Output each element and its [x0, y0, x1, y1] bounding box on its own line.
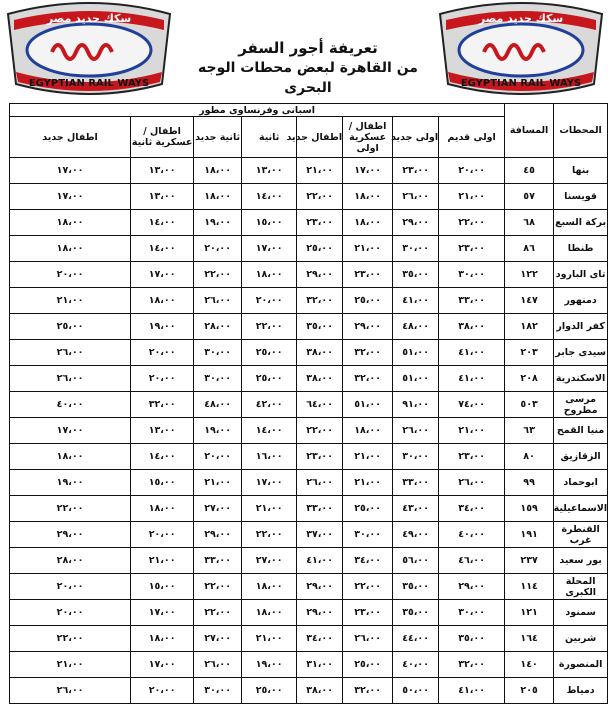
cell-child-new2: ٢٦،٠٠	[10, 678, 131, 704]
cell-distance: ١٢١	[505, 600, 554, 626]
cell-second-new: ٣٣،٠٠	[194, 548, 242, 574]
cell-second: ٢١،٠٠	[242, 626, 297, 652]
cell-cm-first: ٣٢،٠٠	[343, 340, 393, 366]
cell-cm-second: ٢٠،٠٠	[131, 678, 194, 704]
cell-cm-first: ٣٢،٠٠	[343, 678, 393, 704]
cell-second: ٢٥،٠٠	[242, 366, 297, 392]
table-row	[10, 574, 608, 600]
cell-child-new2: ٢٩،٠٠	[10, 522, 131, 548]
cell-cm-first: ٢١،٠٠	[343, 444, 393, 470]
cell-second: ١٨،٠٠	[242, 600, 297, 626]
cell-station: كفر الدوار	[554, 314, 608, 340]
cell-first-old: ٤١،٠٠	[439, 678, 505, 704]
cell-station: قويسنا	[554, 184, 608, 210]
logo-arabic-text: سكك حديد مصر	[46, 12, 132, 25]
header-group: اسبانى وفرنساوى مطور	[10, 104, 505, 117]
cell-second-new: ١٩،٠٠	[194, 210, 242, 236]
cell-distance: ٩٩	[505, 470, 554, 496]
cell-second: ٢٥،٠٠	[242, 678, 297, 704]
cell-first-new: ٢٣،٠٠	[393, 158, 439, 184]
cell-child-new2: ١٧،٠٠	[10, 418, 131, 444]
cell-cm-second: ٢١،٠٠	[131, 548, 194, 574]
cell-cm-second: ١٧،٠٠	[131, 652, 194, 678]
cell-second-new: ٣٠،٠٠	[194, 678, 242, 704]
cell-cm-second: ١٣،٠٠	[131, 158, 194, 184]
cell-second-new: ٢٢،٠٠	[194, 574, 242, 600]
cell-first-new: ٣٥،٠٠	[393, 262, 439, 288]
railway-logo-right	[432, 0, 610, 98]
cell-station: طنطا	[554, 236, 608, 262]
cell-station: سيدى جابر	[554, 340, 608, 366]
railway-logo-left	[0, 0, 178, 98]
cell-distance: ٥٧	[505, 184, 554, 210]
cell-child-new1: ٦٤،٠٠	[297, 392, 343, 418]
table-row	[10, 626, 608, 652]
cell-cm-first: ٣٠،٠٠	[343, 522, 393, 548]
cell-station: مرسى مطروح	[554, 392, 608, 418]
cell-first-new: ٢٩،٠٠	[393, 210, 439, 236]
cell-cm-first: ٢٥،٠٠	[343, 652, 393, 678]
cell-second: ٢٢،٠٠	[242, 314, 297, 340]
cell-first-old: ٣٤،٠٠	[439, 496, 505, 522]
cell-first-old: ٢١،٠٠	[439, 418, 505, 444]
table-row	[10, 600, 608, 626]
cell-station: سمنود	[554, 600, 608, 626]
cell-cm-second: ٢٠،٠٠	[131, 366, 194, 392]
table-row	[10, 470, 608, 496]
table-row	[10, 288, 608, 314]
cell-second-new: ٢٨،٠٠	[194, 314, 242, 340]
cell-distance: ٤٥	[505, 158, 554, 184]
cell-cm-first: ٣٢،٠٠	[343, 366, 393, 392]
cell-station: ابوحماد	[554, 470, 608, 496]
cell-child-new1: ٣٥،٠٠	[297, 314, 343, 340]
cell-second-new: ٢١،٠٠	[194, 470, 242, 496]
cell-distance: ١٩١	[505, 522, 554, 548]
cell-child-new1: ٣٨،٠٠	[297, 678, 343, 704]
cell-first-old: ٣٠،٠٠	[439, 262, 505, 288]
cell-second: ١٩،٠٠	[242, 652, 297, 678]
cell-distance: ١٢٢	[505, 262, 554, 288]
table-row	[10, 522, 608, 548]
cell-child-new1: ٢٩،٠٠	[297, 574, 343, 600]
cell-second: ١٤،٠٠	[242, 184, 297, 210]
cell-cm-first: ٢٣،٠٠	[343, 600, 393, 626]
cell-child-new2: ٢٢،٠٠	[10, 626, 131, 652]
cell-first-old: ٢٣،٠٠	[439, 236, 505, 262]
cell-child-new1: ٣٧،٠٠	[297, 522, 343, 548]
header-children-military-first: اطفال /عسكرية اولى	[343, 117, 393, 158]
header-distance: المسافة	[505, 104, 554, 158]
cell-second: ١٦،٠٠	[242, 444, 297, 470]
cell-child-new1: ٣٨،٠٠	[297, 340, 343, 366]
cell-station: منيا القمح	[554, 418, 608, 444]
cell-first-old: ٤٦،٠٠	[439, 548, 505, 574]
cell-child-new2: ١٨،٠٠	[10, 444, 131, 470]
cell-distance: ٢٠٣	[505, 340, 554, 366]
cell-first-new: ٤٣،٠٠	[393, 496, 439, 522]
cell-second: ١٧،٠٠	[242, 236, 297, 262]
cell-distance: ٨٠	[505, 444, 554, 470]
cell-first-new: ٥١،٠٠	[393, 366, 439, 392]
cell-distance: ١٤٧	[505, 288, 554, 314]
cell-second: ٢٥،٠٠	[242, 340, 297, 366]
header-second-new: ثانية جديد	[194, 117, 242, 158]
cell-child-new2: ٢٥،٠٠	[10, 314, 131, 340]
cell-cm-second: ١٣،٠٠	[131, 184, 194, 210]
cell-station: دمياط	[554, 678, 608, 704]
cell-cm-first: ١٨،٠٠	[343, 210, 393, 236]
cell-second: ١٥،٠٠	[242, 210, 297, 236]
cell-child-new1: ٢٦،٠٠	[297, 470, 343, 496]
cell-first-new: ٤٤،٠٠	[393, 626, 439, 652]
cell-second-new: ٢٦،٠٠	[194, 288, 242, 314]
cell-first-new: ٩١،٠٠	[393, 392, 439, 418]
cell-first-new: ٣٠،٠٠	[393, 444, 439, 470]
cell-second: ٢٢،٠٠	[242, 522, 297, 548]
cell-first-old: ٣٨،٠٠	[439, 314, 505, 340]
cell-cm-first: ٢٦،٠٠	[343, 626, 393, 652]
page-title	[190, 38, 426, 98]
cell-child-new2: ١٨،٠٠	[10, 236, 131, 262]
cell-distance: ٢٣٧	[505, 548, 554, 574]
cell-cm-first: ١٧،٠٠	[343, 158, 393, 184]
cell-child-new2: ٢٦،٠٠	[10, 340, 131, 366]
cell-cm-first: ٢٥،٠٠	[343, 496, 393, 522]
cell-distance: ٨٦	[505, 236, 554, 262]
cell-second: ١٨،٠٠	[242, 262, 297, 288]
cell-station: بور سعيد	[554, 548, 608, 574]
cell-second: ١٤،٠٠	[242, 418, 297, 444]
cell-station: بركة السبع	[554, 210, 608, 236]
table-row	[10, 236, 608, 262]
cell-distance: ١٨٢	[505, 314, 554, 340]
cell-first-new: ٣٥،٠٠	[393, 600, 439, 626]
cell-child-new1: ٣٤،٠٠	[297, 626, 343, 652]
cell-cm-first: ٢٥،٠٠	[343, 288, 393, 314]
cell-distance: ٦٨	[505, 210, 554, 236]
cell-second-new: ٤٨،٠٠	[194, 392, 242, 418]
cell-first-old: ٢٩،٠٠	[439, 574, 505, 600]
cell-cm-second: ١٤،٠٠	[131, 236, 194, 262]
cell-distance: ١٦٤	[505, 626, 554, 652]
cell-second: ١٧،٠٠	[242, 470, 297, 496]
cell-first-new: ٣٠،٠٠	[393, 236, 439, 262]
cell-cm-first: ٣٤،٠٠	[343, 548, 393, 574]
cell-child-new2: ٢١،٠٠	[10, 288, 131, 314]
table-row	[10, 652, 608, 678]
cell-station: الاسكندرية	[554, 366, 608, 392]
cell-first-new: ٤٩،٠٠	[393, 522, 439, 548]
cell-first-old: ٢٣،٠٠	[439, 444, 505, 470]
cell-station: شربين	[554, 626, 608, 652]
cell-child-new2: ٢٠،٠٠	[10, 262, 131, 288]
cell-station: المحلة الكبرى	[554, 574, 608, 600]
cell-cm-first: ٢١،٠٠	[343, 236, 393, 262]
cell-child-new1: ٣٢،٠٠	[297, 288, 343, 314]
cell-child-new2: ١٧،٠٠	[10, 184, 131, 210]
cell-distance: ٥٠٣	[505, 392, 554, 418]
cell-first-old: ٤١،٠٠	[439, 366, 505, 392]
cell-first-old: ٣٥،٠٠	[439, 626, 505, 652]
cell-station: تاى البارود	[554, 262, 608, 288]
cell-first-new: ٣٣،٠٠	[393, 470, 439, 496]
cell-first-new: ٤٨،٠٠	[393, 314, 439, 340]
cell-cm-second: ١٩،٠٠	[131, 314, 194, 340]
logo-english-text: EGYPTIAN RAIL WAYS	[28, 78, 150, 89]
cell-cm-first: ٢٣،٠٠	[343, 262, 393, 288]
cell-second-new: ٢٢،٠٠	[194, 600, 242, 626]
cell-distance: ٢٠٥	[505, 678, 554, 704]
cell-child-new1: ٢٢،٠٠	[297, 418, 343, 444]
header-children-new-2: اطفال جديد	[10, 117, 131, 158]
title-line-2: من القاهرة لبعض محطات الوجه البحرى	[198, 60, 418, 96]
cell-second-new: ٢٠،٠٠	[194, 236, 242, 262]
table-row	[10, 418, 608, 444]
cell-child-new2: ٢٦،٠٠	[10, 366, 131, 392]
cell-second-new: ٢٠،٠٠	[194, 444, 242, 470]
cell-station: الزقازيق	[554, 444, 608, 470]
cell-second-new: ١٨،٠٠	[194, 184, 242, 210]
cell-first-old: ٣٠،٠٠	[439, 600, 505, 626]
cell-first-old: ٢٢،٠٠	[439, 210, 505, 236]
cell-cm-second: ١٨،٠٠	[131, 626, 194, 652]
cell-first-new: ٤٠،٠٠	[393, 652, 439, 678]
cell-second-new: ٢٧،٠٠	[194, 626, 242, 652]
table-row	[10, 496, 608, 522]
header-second: ثانية	[242, 117, 297, 158]
cell-child-new1: ٢٢،٠٠	[297, 184, 343, 210]
cell-child-new1: ٣٨،٠٠	[297, 366, 343, 392]
cell-distance: ٢٠٨	[505, 366, 554, 392]
header-children-new-1: اطفال جديد	[297, 117, 343, 158]
table-row	[10, 444, 608, 470]
cell-child-new2: ٢١،٠٠	[10, 652, 131, 678]
cell-child-new1: ٢٥،٠٠	[297, 236, 343, 262]
cell-cm-first: ٢٩،٠٠	[343, 314, 393, 340]
cell-station: الاسماعيلية	[554, 496, 608, 522]
cell-cm-second: ١٧،٠٠	[131, 600, 194, 626]
cell-child-new1: ٣٣،٠٠	[297, 496, 343, 522]
table-row	[10, 184, 608, 210]
header-children-military-second: اطفال /عسكرية ثانية	[131, 117, 194, 158]
cell-child-new1: ٢٣،٠٠	[297, 210, 343, 236]
cell-second-new: ٢٩،٠٠	[194, 522, 242, 548]
table-row	[10, 340, 608, 366]
cell-cm-second: ٣٢،٠٠	[131, 392, 194, 418]
cell-first-new: ٥١،٠٠	[393, 340, 439, 366]
fare-table	[9, 103, 608, 704]
cell-distance: ١٥٩	[505, 496, 554, 522]
cell-child-new2: ١٧،٠٠	[10, 158, 131, 184]
cell-child-new2: ٢٨،٠٠	[10, 548, 131, 574]
cell-child-new2: ١٩،٠٠	[10, 470, 131, 496]
cell-distance: ١٤٠	[505, 652, 554, 678]
cell-first-old: ٧٤،٠٠	[439, 392, 505, 418]
cell-first-old: ٢٦،٠٠	[439, 470, 505, 496]
cell-child-new1: ٢٩،٠٠	[297, 600, 343, 626]
cell-station: المنصورة	[554, 652, 608, 678]
cell-child-new1: ٣١،٠٠	[297, 652, 343, 678]
cell-child-new1: ٢٣،٠٠	[297, 444, 343, 470]
cell-second-new: ١٩،٠٠	[194, 418, 242, 444]
table-row	[10, 210, 608, 236]
cell-second: ١٨،٠٠	[242, 574, 297, 600]
cell-cm-first: ١٨،٠٠	[343, 184, 393, 210]
cell-station: بنها	[554, 158, 608, 184]
cell-child-new1: ٢١،٠٠	[297, 158, 343, 184]
cell-second: ٤٢،٠٠	[242, 392, 297, 418]
cell-station: القنطرة غرب	[554, 522, 608, 548]
cell-second-new: ٢٧،٠٠	[194, 496, 242, 522]
header-first-old: اولى قديم	[439, 117, 505, 158]
cell-cm-second: ٢٠،٠٠	[131, 522, 194, 548]
cell-first-old: ٢٠،٠٠	[439, 158, 505, 184]
cell-child-new2: ٢٢،٠٠	[10, 496, 131, 522]
cell-cm-first: ٥١،٠٠	[343, 392, 393, 418]
cell-second: ٢٧،٠٠	[242, 548, 297, 574]
cell-first-new: ٢٦،٠٠	[393, 184, 439, 210]
title-line-1: تعريفة أجور السفر	[238, 39, 378, 57]
cell-first-old: ٤٠،٠٠	[439, 522, 505, 548]
cell-child-new1: ٢٩،٠٠	[297, 262, 343, 288]
cell-first-new: ٢٦،٠٠	[393, 418, 439, 444]
cell-second-new: ١٨،٠٠	[194, 158, 242, 184]
cell-second: ٢٠،٠٠	[242, 288, 297, 314]
cell-cm-second: ١٨،٠٠	[131, 288, 194, 314]
cell-cm-first: ٢٢،٠٠	[343, 574, 393, 600]
cell-cm-second: ١٤،٠٠	[131, 210, 194, 236]
cell-first-new: ٤١،٠٠	[393, 288, 439, 314]
cell-cm-second: ٢٠،٠٠	[131, 340, 194, 366]
cell-distance: ١١٤	[505, 574, 554, 600]
svg-text:EGYPTIAN RAIL WAYS: EGYPTIAN RAIL WAYS	[460, 78, 582, 89]
cell-first-old: ٣٣،٠٠	[439, 288, 505, 314]
cell-first-new: ٥٦،٠٠	[393, 548, 439, 574]
cell-second-new: ٣٠،٠٠	[194, 366, 242, 392]
table-row	[10, 262, 608, 288]
cell-second-new: ٢٦،٠٠	[194, 652, 242, 678]
cell-cm-first: ١٨،٠٠	[343, 418, 393, 444]
cell-first-old: ٤١،٠٠	[439, 340, 505, 366]
cell-first-new: ٣٥،٠٠	[393, 574, 439, 600]
cell-second-new: ٢٢،٠٠	[194, 262, 242, 288]
cell-second-new: ٣٠،٠٠	[194, 340, 242, 366]
table-row	[10, 548, 608, 574]
cell-child-new2: ٢٠،٠٠	[10, 574, 131, 600]
table-row	[10, 158, 608, 184]
cell-station: دمنهور	[554, 288, 608, 314]
cell-cm-first: ٢١،٠٠	[343, 470, 393, 496]
cell-child-new2: ٢٠،٠٠	[10, 600, 131, 626]
cell-cm-second: ١٧،٠٠	[131, 262, 194, 288]
cell-first-old: ٣٢،٠٠	[439, 652, 505, 678]
cell-distance: ٦٣	[505, 418, 554, 444]
cell-cm-second: ١٥،٠٠	[131, 574, 194, 600]
table-row	[10, 314, 608, 340]
cell-cm-second: ١٥،٠٠	[131, 470, 194, 496]
table-row	[10, 392, 608, 418]
cell-child-new2: ٤٠،٠٠	[10, 392, 131, 418]
cell-cm-second: ١٨،٠٠	[131, 496, 194, 522]
cell-second: ١٣،٠٠	[242, 158, 297, 184]
header-station: المحطات	[554, 104, 608, 158]
cell-child-new2: ١٨،٠٠	[10, 210, 131, 236]
cell-second: ٢١،٠٠	[242, 496, 297, 522]
cell-first-new: ٥٠،٠٠	[393, 678, 439, 704]
table-row	[10, 366, 608, 392]
cell-child-new1: ٤١،٠٠	[297, 548, 343, 574]
cell-cm-second: ١٣،٠٠	[131, 418, 194, 444]
svg-text:سكك حديد مصر: سكك حديد مصر	[478, 12, 564, 25]
header-first-new: اولى جديد	[393, 117, 439, 158]
cell-cm-second: ١٤،٠٠	[131, 444, 194, 470]
table-row	[10, 678, 608, 704]
cell-first-old: ٢١،٠٠	[439, 184, 505, 210]
